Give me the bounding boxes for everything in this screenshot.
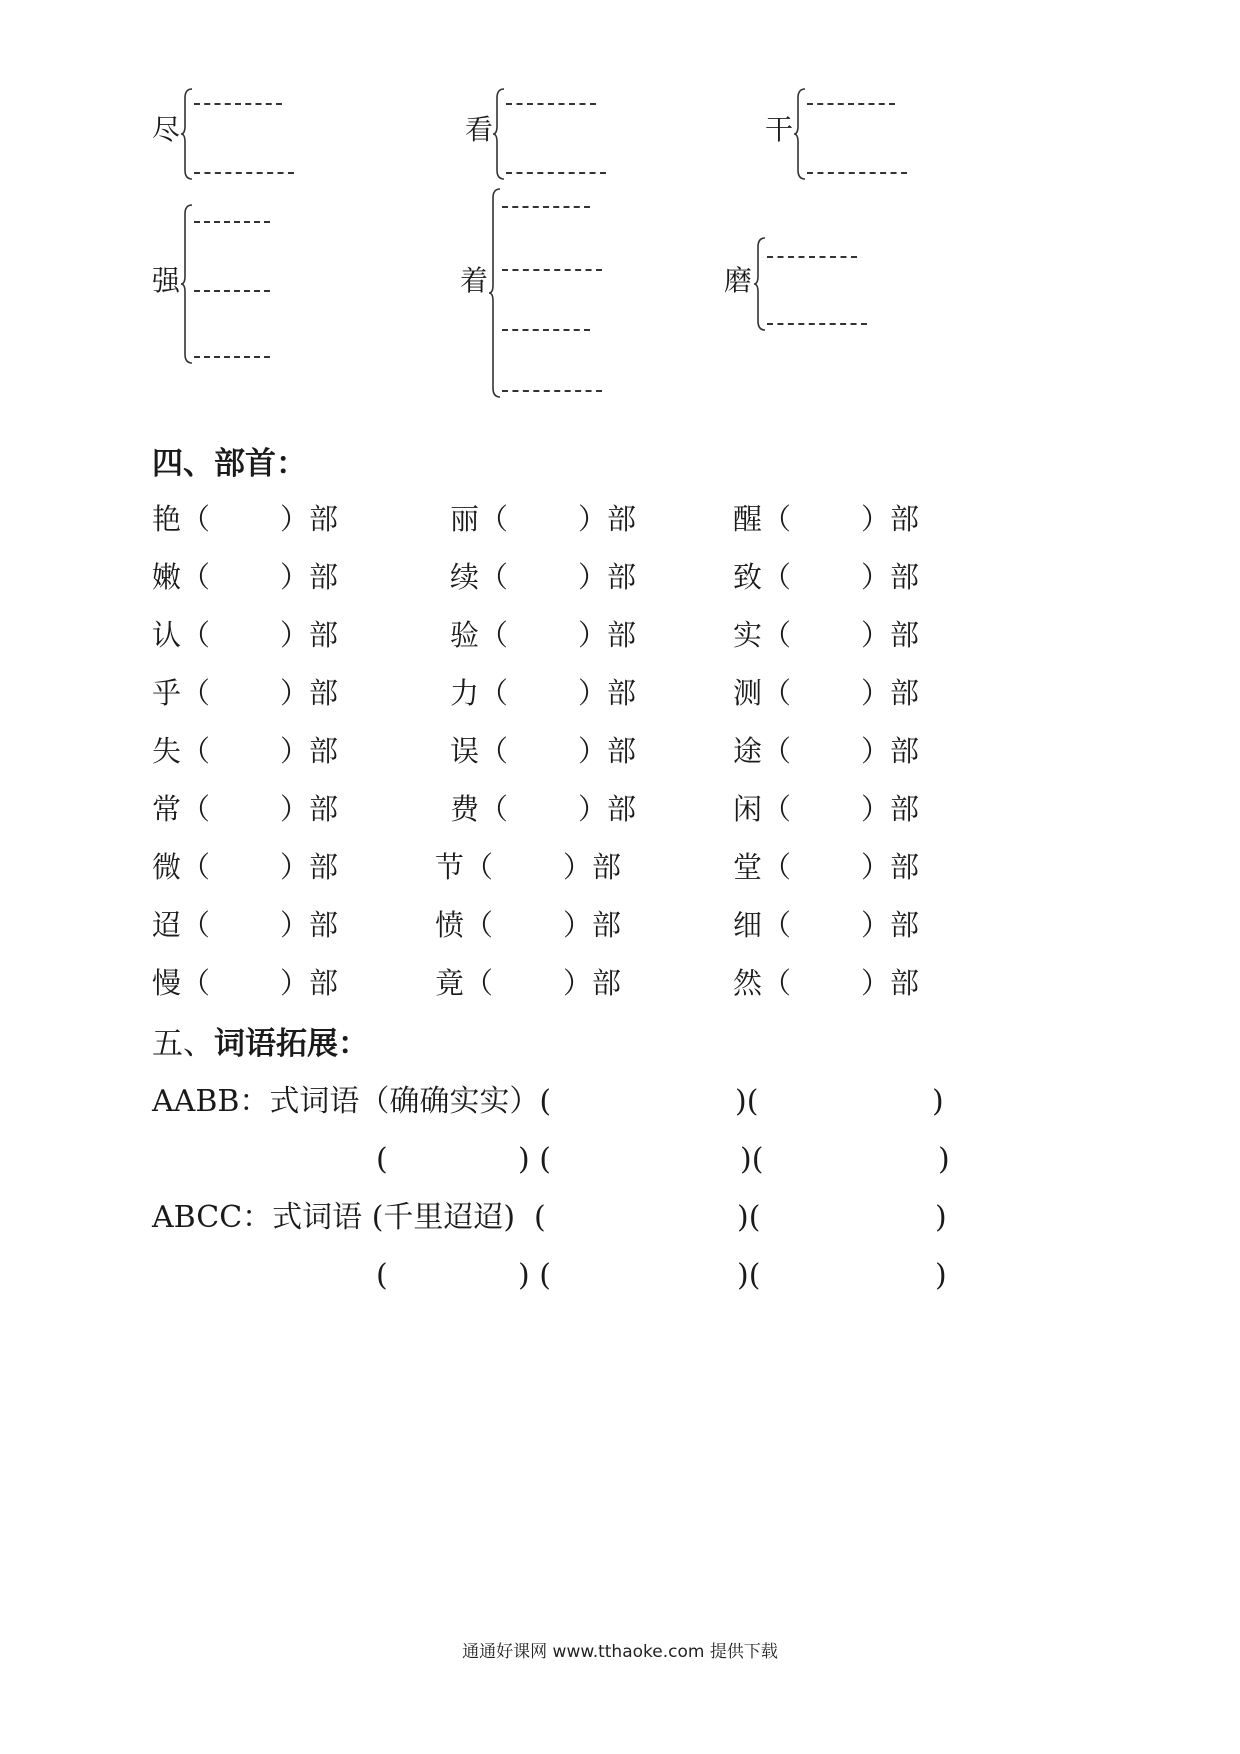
radical-suffix: 部 xyxy=(592,908,622,942)
radical-item xyxy=(152,560,338,594)
paren-close: ） xyxy=(578,734,608,768)
radical-item xyxy=(733,676,919,710)
radical-suffix: 部 xyxy=(890,908,920,942)
polyphone-char-5: 着 xyxy=(460,264,489,297)
paren-open: （ xyxy=(181,966,211,1000)
paren-close: ） xyxy=(280,618,310,652)
blank-open: ( xyxy=(376,1142,388,1177)
radical-item xyxy=(733,908,919,942)
radical-suffix: 部 xyxy=(890,850,920,884)
radical-item xyxy=(450,734,636,768)
paren-close: ） xyxy=(280,908,310,942)
radical-item xyxy=(733,618,919,652)
section-label: 词语拓展： xyxy=(214,1026,369,1062)
polyphone-char-2: 看 xyxy=(465,113,494,146)
radical-item xyxy=(733,792,919,826)
blank-close: ) ( xyxy=(518,1142,551,1177)
radical-suffix: 部 xyxy=(309,850,339,884)
aabb-label: AABB：式词语（确确实实）( xyxy=(152,1084,552,1119)
answer-slot[interactable] xyxy=(392,1266,512,1290)
brace-icon xyxy=(492,88,506,180)
polyphone-char-3: 干 xyxy=(765,113,794,146)
answer-slot[interactable] xyxy=(760,1092,925,1116)
radical-char: 力 xyxy=(450,676,480,710)
radical-item xyxy=(733,502,919,536)
paren-open: （ xyxy=(181,908,211,942)
answer-blank[interactable] xyxy=(194,356,270,358)
radical-suffix: 部 xyxy=(890,792,920,826)
radical-item xyxy=(450,560,636,594)
paren-open: （ xyxy=(762,734,792,768)
paren-open: （ xyxy=(479,734,509,768)
paren-open: （ xyxy=(464,850,494,884)
answer-blank[interactable] xyxy=(502,329,590,331)
radical-char: 愤 xyxy=(435,908,465,942)
radical-suffix: 部 xyxy=(309,502,339,536)
radical-item xyxy=(450,792,636,826)
radical-char: 微 xyxy=(152,850,182,884)
radical-suffix: 部 xyxy=(309,560,339,594)
paren-close: ） xyxy=(578,676,608,710)
paren-open: （ xyxy=(479,676,509,710)
radical-item xyxy=(733,850,919,884)
answer-slot[interactable] xyxy=(762,1266,927,1290)
radical-item xyxy=(152,734,338,768)
paren-open: （ xyxy=(479,560,509,594)
radical-char: 细 xyxy=(733,908,763,942)
radical-suffix: 部 xyxy=(607,676,637,710)
radical-item xyxy=(450,502,636,536)
radical-suffix: 部 xyxy=(607,502,637,536)
paren-open: （ xyxy=(479,792,509,826)
radical-suffix: 部 xyxy=(890,966,920,1000)
answer-blank[interactable] xyxy=(502,206,590,208)
radical-char: 途 xyxy=(733,734,763,768)
radical-char: 实 xyxy=(733,618,763,652)
polyphone-char-1: 尽 xyxy=(152,113,181,146)
radical-suffix: 部 xyxy=(890,618,920,652)
blank-close: )( xyxy=(737,1200,761,1235)
paren-open: （ xyxy=(181,618,211,652)
radical-char: 认 xyxy=(152,618,182,652)
answer-blank[interactable] xyxy=(506,172,606,174)
radical-suffix: 部 xyxy=(309,908,339,942)
radical-char: 失 xyxy=(152,734,182,768)
radical-item xyxy=(152,792,338,826)
answer-blank[interactable] xyxy=(194,221,270,223)
paren-close: ） xyxy=(578,792,608,826)
radical-char: 迢 xyxy=(152,908,182,942)
paren-open: （ xyxy=(762,792,792,826)
answer-blank[interactable] xyxy=(502,390,602,392)
paren-open: （ xyxy=(762,850,792,884)
answer-slot[interactable] xyxy=(765,1150,930,1174)
paren-close: ） xyxy=(861,618,891,652)
radical-char: 乎 xyxy=(152,676,182,710)
radical-item xyxy=(435,908,621,942)
paren-open: （ xyxy=(762,908,792,942)
radical-suffix: 部 xyxy=(309,966,339,1000)
paren-close: ） xyxy=(861,966,891,1000)
paren-open: （ xyxy=(762,618,792,652)
paren-close: ） xyxy=(578,502,608,536)
section-radicals-title: 四、部首： xyxy=(152,446,307,482)
radical-char: 然 xyxy=(733,966,763,1000)
paren-close: ） xyxy=(280,850,310,884)
radical-item xyxy=(435,966,621,1000)
paren-open: （ xyxy=(181,850,211,884)
paren-close: ） xyxy=(280,676,310,710)
paren-open: （ xyxy=(181,560,211,594)
paren-close: ） xyxy=(861,908,891,942)
radical-item xyxy=(152,966,338,1000)
radical-suffix: 部 xyxy=(309,618,339,652)
answer-slot[interactable] xyxy=(555,1150,730,1174)
blank-close: )( xyxy=(737,1258,761,1293)
radical-suffix: 部 xyxy=(607,734,637,768)
section-number: 五、 xyxy=(152,1026,214,1062)
answer-slot[interactable] xyxy=(550,1208,730,1232)
radical-suffix: 部 xyxy=(607,618,637,652)
radical-char: 艳 xyxy=(152,502,182,536)
radical-char: 致 xyxy=(733,560,763,594)
blank-close: ) xyxy=(935,1200,947,1235)
paren-close: ） xyxy=(861,676,891,710)
answer-slot[interactable] xyxy=(555,1266,730,1290)
paren-open: （ xyxy=(479,618,509,652)
answer-blank[interactable] xyxy=(194,103,282,105)
radical-char: 误 xyxy=(450,734,480,768)
answer-slot[interactable] xyxy=(548,1092,728,1116)
radical-suffix: 部 xyxy=(607,560,637,594)
radical-item xyxy=(152,676,338,710)
radical-char: 费 xyxy=(450,792,480,826)
paren-close: ） xyxy=(861,850,891,884)
paren-close: ） xyxy=(280,734,310,768)
radical-char: 验 xyxy=(450,618,480,652)
radical-suffix: 部 xyxy=(309,734,339,768)
answer-slot[interactable] xyxy=(762,1208,927,1232)
radical-item xyxy=(733,734,919,768)
radical-char: 测 xyxy=(733,676,763,710)
radical-suffix: 部 xyxy=(592,850,622,884)
radical-char: 堂 xyxy=(733,850,763,884)
answer-blank[interactable] xyxy=(502,269,602,271)
answer-slot[interactable] xyxy=(392,1150,512,1174)
radical-char: 醒 xyxy=(733,502,763,536)
radical-suffix: 部 xyxy=(890,676,920,710)
blank-open: ( xyxy=(376,1258,388,1293)
radical-suffix: 部 xyxy=(309,792,339,826)
radical-suffix: 部 xyxy=(592,966,622,1000)
paren-open: （ xyxy=(181,676,211,710)
blank-close: ) ( xyxy=(518,1258,551,1293)
paren-close: ） xyxy=(280,966,310,1000)
radical-char: 闲 xyxy=(733,792,763,826)
radical-item xyxy=(435,850,621,884)
answer-blank[interactable] xyxy=(194,290,270,292)
radical-suffix: 部 xyxy=(890,502,920,536)
blank-close: ) xyxy=(932,1084,944,1119)
radical-item xyxy=(450,676,636,710)
paren-open: （ xyxy=(464,908,494,942)
radical-item xyxy=(152,908,338,942)
answer-blank[interactable] xyxy=(767,256,857,258)
paren-close: ） xyxy=(861,792,891,826)
blank-close: )( xyxy=(740,1142,764,1177)
radical-suffix: 部 xyxy=(607,792,637,826)
radical-suffix: 部 xyxy=(890,560,920,594)
radical-item xyxy=(152,618,338,652)
radical-char: 续 xyxy=(450,560,480,594)
radical-char: 嫩 xyxy=(152,560,182,594)
polyphone-char-4: 强 xyxy=(152,264,181,297)
paren-open: （ xyxy=(181,792,211,826)
abcc-label: ABCC：式词语 (千里迢迢) xyxy=(152,1200,516,1235)
brace-icon xyxy=(488,188,502,398)
radical-char: 竟 xyxy=(435,966,465,1000)
paren-open: （ xyxy=(479,502,509,536)
answer-blank[interactable] xyxy=(506,103,596,105)
paren-close: ） xyxy=(578,618,608,652)
paren-open: （ xyxy=(762,966,792,1000)
paren-open: （ xyxy=(762,502,792,536)
paren-close: ） xyxy=(861,734,891,768)
radical-suffix: 部 xyxy=(890,734,920,768)
polyphone-char-6: 磨 xyxy=(724,264,753,297)
radical-item xyxy=(152,502,338,536)
paren-close: ） xyxy=(861,560,891,594)
paren-close: ） xyxy=(280,560,310,594)
radical-char: 慢 xyxy=(152,966,182,1000)
section-expansion-title xyxy=(152,1026,369,1062)
brace-icon xyxy=(793,88,807,180)
answer-blank[interactable] xyxy=(807,172,907,174)
radical-item xyxy=(152,850,338,884)
brace-icon xyxy=(180,88,194,180)
paren-close: ） xyxy=(563,908,593,942)
answer-blank[interactable] xyxy=(807,103,895,105)
paren-open: （ xyxy=(762,560,792,594)
blank-open: ( xyxy=(534,1200,546,1235)
radical-item xyxy=(733,560,919,594)
paren-close: ） xyxy=(578,560,608,594)
radical-char: 常 xyxy=(152,792,182,826)
blank-close: )( xyxy=(735,1084,759,1119)
blank-close: ) xyxy=(938,1142,950,1177)
answer-blank[interactable] xyxy=(194,172,294,174)
paren-close: ） xyxy=(563,850,593,884)
brace-icon xyxy=(753,237,767,331)
paren-close: ） xyxy=(861,502,891,536)
paren-open: （ xyxy=(762,676,792,710)
paren-close: ） xyxy=(280,502,310,536)
page-footer: 通通好课网 www.tthaoke.com 提供下载 xyxy=(462,1642,778,1662)
paren-open: （ xyxy=(464,966,494,1000)
paren-close: ） xyxy=(563,966,593,1000)
radical-char: 丽 xyxy=(450,502,480,536)
paren-close: ） xyxy=(280,792,310,826)
radical-item xyxy=(733,966,919,1000)
brace-icon xyxy=(180,204,194,364)
radical-item xyxy=(450,618,636,652)
radical-suffix: 部 xyxy=(309,676,339,710)
paren-open: （ xyxy=(181,502,211,536)
paren-open: （ xyxy=(181,734,211,768)
answer-blank[interactable] xyxy=(767,323,867,325)
blank-close: ) xyxy=(935,1258,947,1293)
radical-char: 节 xyxy=(435,850,465,884)
